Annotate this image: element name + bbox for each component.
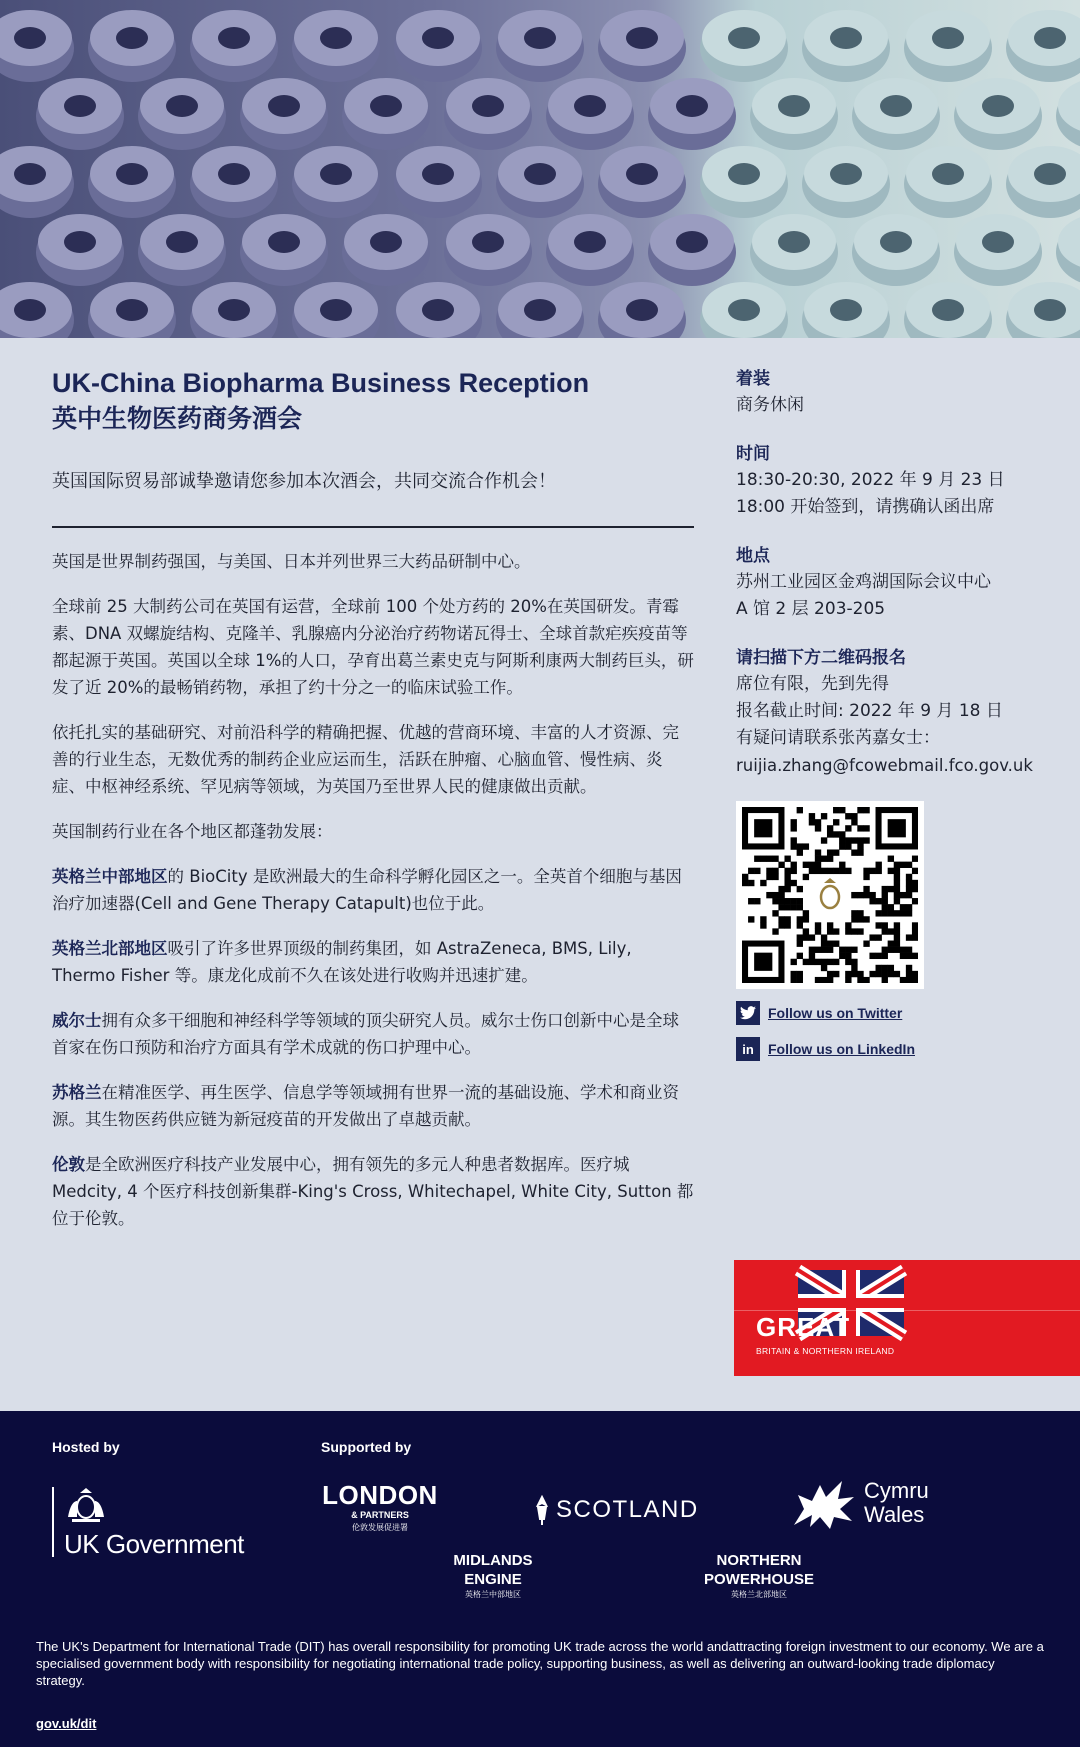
- venue-room: A 馆 2 层 203-205: [736, 599, 886, 619]
- northern-line1: NORTHERN: [716, 1552, 802, 1569]
- region-paragraph: [52, 935, 694, 989]
- region-text: 在精准医学、再生医学、信息学等领域拥有世界一流的基础设施、学术和商业资源。其生物医药供应链为新冠疫苗的开发做出了卓越贡献。: [52, 1083, 679, 1129]
- footer: [0, 1411, 1080, 1747]
- great-britain-logo: [734, 1260, 1080, 1376]
- venue-label: 地点: [736, 546, 770, 566]
- dit-disclaimer: The UK's Department for International Trade (DIT) has overall responsibility for promoting UK trade across the world andattracting foreign investment to our economy. We are a specialised government body with responsibility for negotiating international trade policy, supporting business, as well as delivering an outward-looking trade diplomacy strategy.: [36, 1639, 1044, 1688]
- thistle-icon: [532, 1495, 552, 1525]
- uk-government-name: UK Government: [64, 1529, 244, 1559]
- scotland-logo: [532, 1495, 700, 1525]
- great-word: GREAT: [756, 1312, 851, 1342]
- great-subtitle: BRITAIN & NORTHERN IRELAND: [756, 1346, 895, 1356]
- hosted-by-label: Hosted by: [52, 1439, 120, 1455]
- royal-crest-icon: [64, 1487, 108, 1525]
- region-text: 拥有众多干细胞和神经科学等领域的顶尖研究人员。威尔士伤口创新中心是全球首家在伤口预防和治疗方面具有学术成就的伤口护理中心。: [52, 1011, 679, 1057]
- region-text: 是全欧洲医疗科技产业发展中心，拥有领先的多元人种患者数据库。医疗城 Medcity, 4 个医疗科技创新集群-King's Cross, Whitechapel, White City, Sutton 都位于伦敦。: [52, 1155, 694, 1228]
- region-paragraph: [52, 1007, 694, 1061]
- midlands-engine-logo: [432, 1551, 554, 1601]
- check-in-note: 18:00 开始签到，请携确认函出席: [736, 497, 995, 517]
- twitter-icon: [736, 1001, 760, 1025]
- region-paragraph: [52, 1079, 694, 1133]
- london-zh: 伦敦发展促进署: [352, 1523, 408, 1532]
- northern-powerhouse-logo: [684, 1551, 834, 1601]
- linkedin-link-row[interactable]: [736, 1037, 1066, 1061]
- dress-code-label: 着装: [736, 369, 770, 389]
- paragraph-stats: 全球前 25 大制药公司在英国有运营，全球前 100 个处方药的 20%在英国研发。青霉素、DNA 双螺旋结构、克隆羊、乳腺癌内分泌治疗药物诺瓦得士、全球首款疟疾疫苗等都起源于英国。英国以全球 1%的人口，孕育出葛兰素史克与阿斯利康两大制药巨头，研发了近 20%的最畅销药物，承担了约十分之一的临床试验工作。: [52, 597, 694, 697]
- deadline: 报名截止时间: 2022 年 9 月 18 日: [736, 701, 1003, 721]
- twitter-link-row[interactable]: [736, 1001, 1066, 1025]
- dress-code-value: 商务休闲: [736, 395, 804, 415]
- region-name: 威尔士: [52, 1011, 102, 1030]
- qr-code[interactable]: [736, 801, 924, 989]
- region-text: 吸引了许多世界顶级的制药集团，如 AstraZeneca, BMS, Lily, Thermo Fisher 等。康龙化成前不久在该处进行收购并迅速扩建。: [52, 939, 632, 985]
- registration-block: [736, 645, 1066, 779]
- details-column: [736, 366, 1066, 1061]
- linkedin-link[interactable]: Follow us on LinkedIn: [768, 1041, 915, 1057]
- invitation-text: 英国国际贸易部诚挚邀请您参加本次酒会，共同交流合作机会！: [52, 471, 556, 492]
- cymru-word: Cymru: [864, 1478, 929, 1503]
- event-title-en: UK-China Biopharma Business Reception: [52, 368, 590, 398]
- region-paragraph: [52, 1151, 694, 1232]
- dress-code-block: [736, 366, 1066, 419]
- contact-email[interactable]: ruijia.zhang@fcowebmail.fco.gov.uk: [736, 756, 1033, 775]
- northern-line2: POWERHOUSE: [703, 1571, 814, 1588]
- paragraph-regions-intro: 英国制药行业在各个地区都蓬勃发展：: [52, 822, 333, 841]
- region-name: 伦敦: [52, 1155, 85, 1174]
- region-name: 苏格兰: [52, 1083, 102, 1102]
- linkedin-icon: in: [736, 1037, 760, 1061]
- midlands-zh: 英格兰中部地区: [465, 1590, 521, 1599]
- paragraph-intro: 英国是世界制药强国，与美国、日本并列世界三大药品研制中心。: [52, 552, 531, 571]
- welsh-dragon-icon: [790, 1475, 860, 1531]
- venue-name: 苏州工业园区金鸡湖国际会议中心: [736, 572, 991, 592]
- london-sub: & PARTNERS: [351, 1510, 409, 1520]
- twitter-link[interactable]: Follow us on Twitter: [768, 1005, 903, 1021]
- midlands-line1: MIDLANDS: [453, 1552, 533, 1569]
- time-label: 时间: [736, 444, 770, 464]
- event-title-zh: 英中生物医药商务酒会: [52, 404, 303, 433]
- time-block: [736, 441, 1066, 521]
- scotland-word: SCOTLAND: [556, 1496, 699, 1523]
- region-paragraph: [52, 863, 694, 917]
- london-partners-logo: [318, 1481, 442, 1534]
- region-text: 的 BioCity 是欧洲最大的生命科学孵化园区之一。全英首个细胞与基因治疗加速器(Cell and Gene Therapy Catapult)也位于此。: [52, 867, 682, 913]
- region-name: 英格兰北部地区: [52, 939, 168, 958]
- divider: [52, 526, 694, 528]
- main-panel: [0, 338, 1080, 1411]
- registration-label: 请扫描下方二维码报名: [736, 648, 906, 668]
- seats-note: 席位有限，先到先得: [736, 674, 889, 694]
- left-column: [52, 366, 694, 1232]
- midlands-line2: ENGINE: [464, 1571, 522, 1588]
- time-range: 18:30-20:30, 2022 年 9 月 23 日: [736, 470, 1005, 490]
- region-name: 英格兰中部地区: [52, 867, 168, 886]
- venue-block: [736, 543, 1066, 623]
- supported-by-label: Supported by: [321, 1439, 412, 1455]
- gov-uk-dit-link[interactable]: gov.uk/dit: [36, 1716, 97, 1731]
- cymru-wales-logo: [790, 1475, 940, 1531]
- london-word: LONDON: [322, 1480, 438, 1510]
- wales-word: Wales: [864, 1502, 925, 1527]
- hero-image-test-tubes: [0, 0, 1080, 338]
- uk-government-logo: [52, 1487, 244, 1557]
- contact-note: 有疑问请联系张芮嘉女士：: [736, 728, 940, 748]
- paragraph-ecosystem: 依托扎实的基础研究、对前沿科学的精确把握、优越的营商环境、丰富的人才资源、完善的行业生态，无数优秀的制药企业应运而生，活跃在肿瘤、心脑血管、慢性病、炎症、中枢神经系统、罕见病等领域，为英国乃至世界人民的健康做出贡献。: [52, 723, 679, 796]
- northern-zh: 英格兰北部地区: [731, 1590, 787, 1599]
